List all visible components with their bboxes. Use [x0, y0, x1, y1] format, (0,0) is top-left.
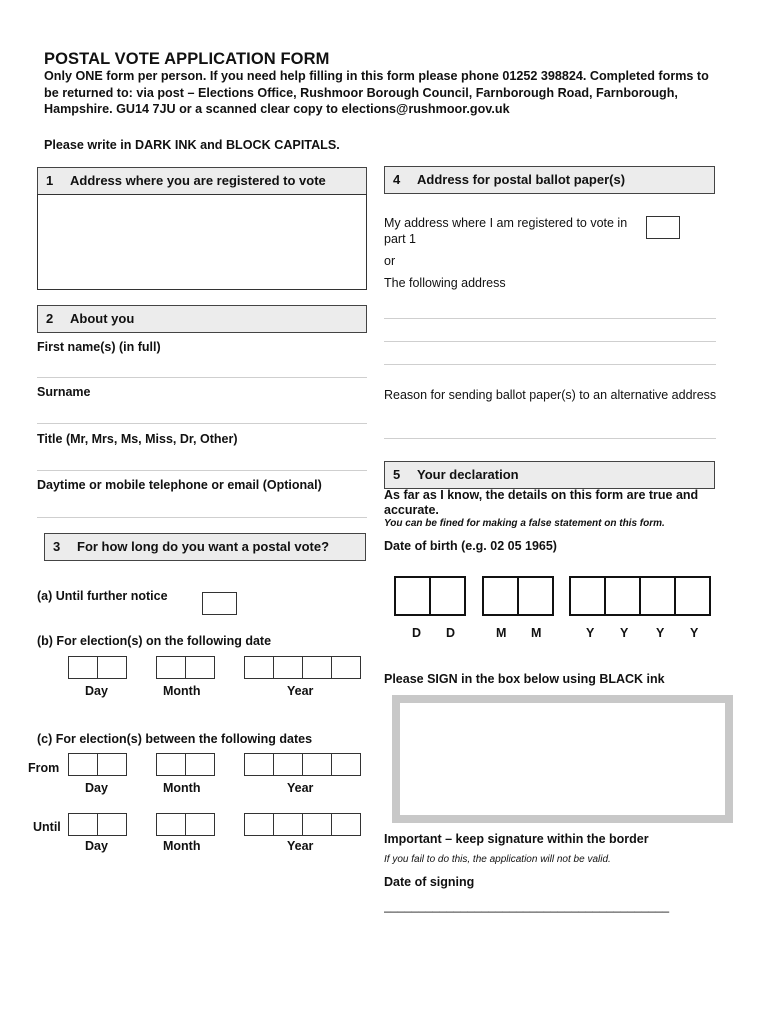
until-year-label: Year [287, 839, 314, 853]
dob-letter-y2: Y [620, 626, 629, 640]
from-year[interactable] [244, 753, 360, 776]
section-5-header [384, 461, 715, 489]
option-b-month-label: Month [163, 684, 201, 698]
section-1-number: 1 [46, 173, 54, 188]
option-c-label: (c) For election(s) between the following dates [37, 732, 313, 746]
section-3-title: For how long do you want a postal vote? [77, 539, 330, 554]
first-name-field[interactable] [37, 377, 367, 378]
option-b-year[interactable] [244, 656, 360, 679]
section-1-header [37, 167, 367, 195]
invalid-warning: If you fail to do this, the application will not be valid. [384, 854, 611, 865]
surname-label: Surname [37, 385, 91, 399]
option-b-label: (b) For election(s) on the following date [37, 634, 272, 648]
from-day-label: Day [85, 781, 108, 795]
until-day-label: Day [85, 839, 108, 853]
reason-field[interactable] [384, 438, 716, 439]
signature-box[interactable] [392, 695, 733, 823]
sign-instruction: Please SIGN in the box below using BLACK ink [384, 672, 665, 686]
alt-address-line-1[interactable] [384, 318, 716, 319]
from-year-label: Year [287, 781, 314, 795]
from-month[interactable] [156, 753, 214, 776]
registered-address-field[interactable] [37, 194, 367, 290]
alt-address-line-3[interactable] [384, 364, 716, 365]
or-text: or [384, 254, 396, 268]
ink-instruction: Please write in DARK INK and BLOCK CAPITALS. [44, 138, 340, 152]
dob-label: Date of birth (e.g. 02 05 1965) [384, 539, 557, 553]
from-day[interactable] [68, 753, 126, 776]
title-field[interactable] [37, 470, 367, 471]
section-5-title: Your declaration [417, 467, 519, 482]
until-day[interactable] [68, 813, 126, 836]
section-4-header [384, 166, 715, 194]
page-title: POSTAL VOTE APPLICATION FORM [44, 50, 330, 68]
date-of-signing-label: Date of signing [384, 875, 475, 889]
section-1-title: Address where you are registered to vote [70, 173, 326, 188]
from-label: From [28, 761, 60, 775]
reason-label: Reason for sending ballot paper(s) to an alternative address [384, 388, 717, 402]
following-address-label: The following address [384, 276, 506, 290]
registered-address-option: My address where I am registered to vote in part 1 [384, 216, 628, 246]
dob-month[interactable] [482, 576, 552, 616]
registered-address-checkbox[interactable] [646, 216, 680, 239]
title-label: Title (Mr, Mrs, Ms, Miss, Dr, Other) [37, 432, 238, 446]
option-a-checkbox[interactable] [202, 592, 237, 615]
contact-label: Daytime or mobile telephone or email (Optional) [37, 478, 322, 492]
contact-field[interactable] [37, 517, 367, 518]
until-month-label: Month [163, 839, 201, 853]
surname-field[interactable] [37, 423, 367, 424]
dob-letter-y3: Y [656, 626, 665, 640]
alt-address-line-2[interactable] [384, 341, 716, 342]
section-2-title: About you [70, 311, 135, 326]
section-3-number: 3 [53, 539, 61, 554]
dob-year[interactable] [569, 576, 709, 616]
section-4-number: 4 [393, 172, 401, 187]
dob-letter-y4: Y [690, 626, 699, 640]
section-3-header [44, 533, 366, 561]
until-month[interactable] [156, 813, 214, 836]
date-of-signing-field[interactable]: _________________________________________ [384, 899, 670, 913]
from-month-label: Month [163, 781, 201, 795]
section-2-number: 2 [46, 311, 54, 326]
option-b-month[interactable] [156, 656, 214, 679]
until-year[interactable] [244, 813, 360, 836]
until-label: Until [33, 820, 61, 834]
dob-day[interactable] [394, 576, 464, 616]
option-b-year-label: Year [287, 684, 314, 698]
option-a-label: (a) Until further notice [37, 589, 168, 603]
option-b-day[interactable] [68, 656, 126, 679]
dob-letter-d1: D [412, 626, 422, 640]
section-4-title: Address for postal ballot paper(s) [417, 172, 626, 187]
declaration-statement: As far as I know, the details on this form are true and accurate. [384, 488, 699, 517]
first-name-label: First name(s) (in full) [37, 340, 161, 354]
dob-letter-y1: Y [586, 626, 595, 640]
section-5-number: 5 [393, 467, 401, 482]
dob-letter-m2: M [531, 626, 542, 640]
option-b-day-label: Day [85, 684, 108, 698]
intro-text: Only ONE form per person. If you need help filling in this form please phone 01252 398824. Completed forms to be returned to: via post – Elections Office, Rushmoor Borough Council, Farnborough Road, Farnborough, Hampshire. GU14 7JU or a scanned clear copy to elections@rushmoor.gov.uk [44, 69, 709, 116]
section-2-header [37, 305, 367, 333]
dob-letter-m1: M [496, 626, 507, 640]
fine-warning: You can be fined for making a false statement on this form. [384, 518, 665, 529]
signature-important: Important – keep signature within the border [384, 832, 649, 846]
dob-letter-d2: D [446, 626, 456, 640]
